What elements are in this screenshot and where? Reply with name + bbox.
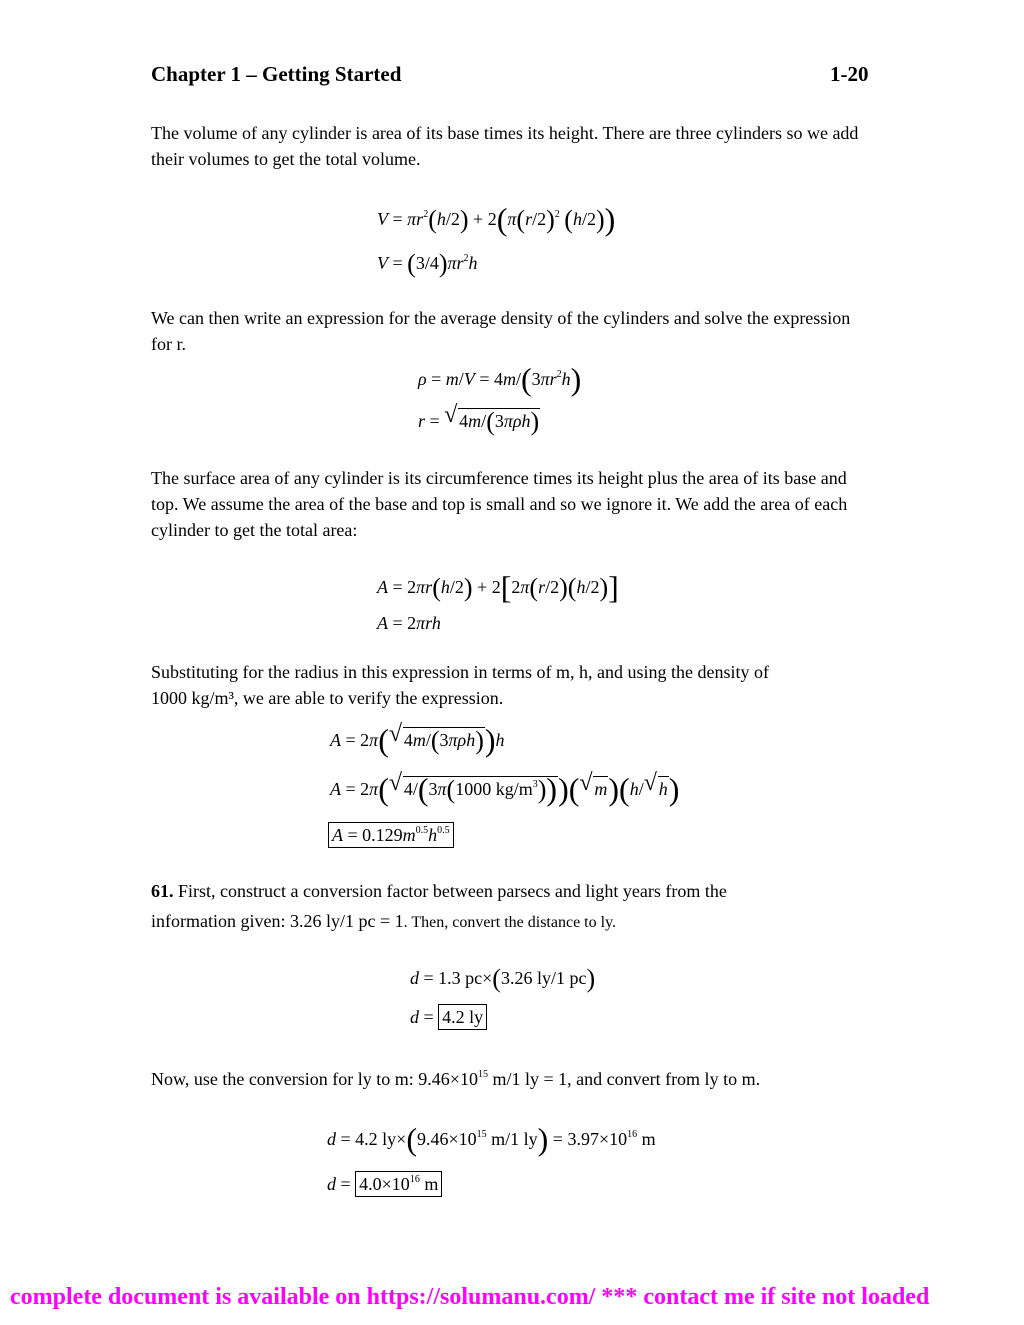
equation-volume-1: $V = \pi r^2(h/2) + 2(\pi(r/2)^2$ (h/2)) (377, 201, 616, 237)
equation-area-1: A = 2πr(h/2) + 2[2π(r/2)(h/2)] (377, 569, 619, 605)
paragraph-volume: The volume of any cylinder is area of its base times its height. There are three cylinders so we add their volumes to get the total volume. (151, 123, 859, 169)
problem-number: 61. (151, 881, 174, 901)
equation-distance-3: d = 4.2 $ly\times(9.46\times 10^{15}$ m/1 $ly) = 3.97\times 10^{16}$ m (327, 1121, 656, 1157)
paragraph-problem-61-line2 (151, 908, 616, 936)
equation-volume-2: $V = (3/4)\pi r^2h$ (377, 249, 478, 278)
equation-density: $\rho = m/V = 4m/(3\pi r^2h)$ (418, 361, 582, 397)
equation-distance-4: $d = 4.0\times 10^{16}$ m (327, 1171, 442, 1197)
paragraph-substitute-1: Substituting for the radius in this expression in terms of m, h, and using the density of (151, 662, 769, 682)
paragraph-problem-61 (151, 878, 871, 904)
paragraph-substitute-2: 1000 kg/m³, we are able to verify the expression. (151, 688, 504, 708)
equation-distance-1: d = 1.3 pc×(3.26 ly/1 pc) (410, 964, 596, 993)
answer-distance-m: $4.0\times 10^{16}$ m (355, 1171, 442, 1197)
equation-area-4: A = 2π(√ 4/(3π(1000 $kg/m^3)))(√$ m)(h/√ h) (330, 776, 679, 800)
page-number: 1-20 (830, 62, 869, 86)
footer-watermark: complete document is available on https://solumanu.com/ *** contact me if site not loaded (10, 1284, 930, 1310)
conversion-factor-pc: 3.26 ly/1 pc = 1 (289, 911, 404, 931)
convert-text-a: Now, use the conversion for ly to m: (151, 1069, 414, 1089)
problem-61-then: . Then, convert the distance to ly. (403, 914, 617, 931)
equation-radius: r = √ 4m/(3πρh) (418, 408, 540, 432)
chapter-title: Chapter 1 – Getting Started (151, 62, 402, 86)
equation-area-3: A = 2π(√ 4m/(3πρh))h (330, 727, 505, 751)
answer-area-box: $A = 0.129m^{0.5}h^{0.5}$ (328, 822, 454, 848)
paragraph-density: We can then write an expression for the average density of the cylinders and solve the expression for r. (151, 308, 851, 354)
convert-text-b: , and convert from ly to m. (567, 1069, 761, 1089)
paragraph-convert-m (151, 1066, 760, 1092)
equation-distance-2: d = 4.2 ly (410, 1004, 487, 1030)
answer-distance-ly: 4.2 ly (438, 1004, 487, 1030)
paragraph-area: The surface area of any cylinder is its circumference times its height plus the area of its base and top. We assume the area of the base and top is small and so we ignore it. We add the area of each cylinder to get the total area: (151, 468, 848, 540)
problem-61-given: information given: (151, 911, 286, 931)
problem-61-text: First, construct a conversion factor between parsecs and light years from the (178, 881, 727, 901)
equation-area-2: A = 2πrh (377, 613, 441, 633)
conversion-factor-ly: $9.46\times 10^{15}$ m/1 ly = 1 (418, 1069, 568, 1089)
